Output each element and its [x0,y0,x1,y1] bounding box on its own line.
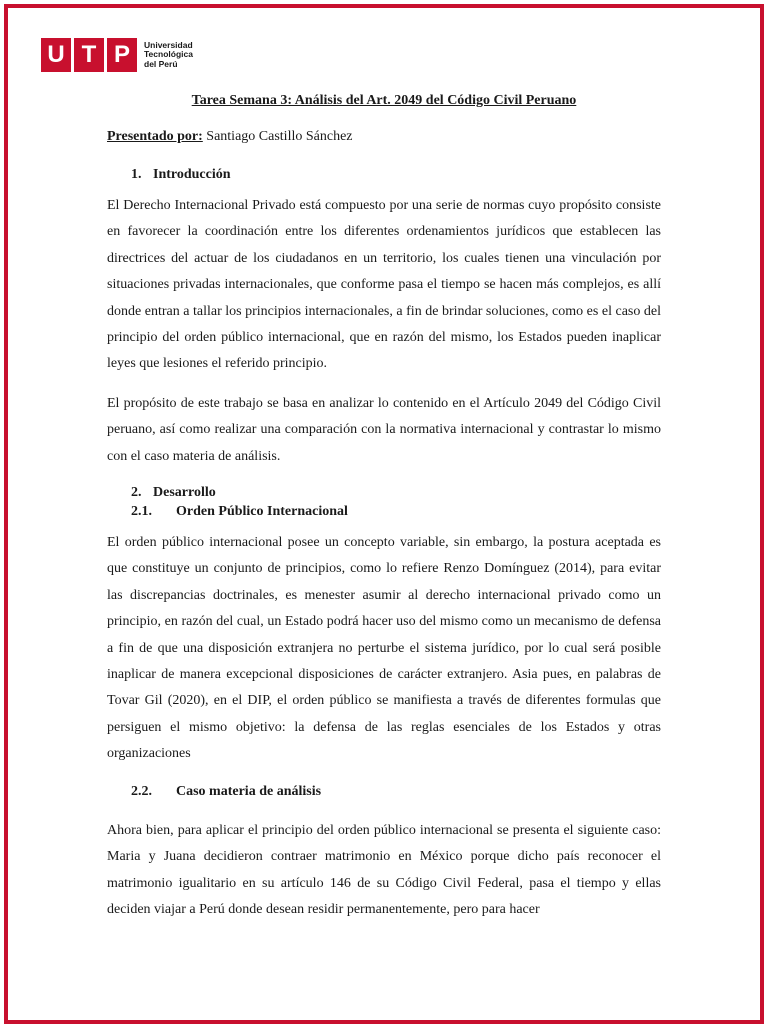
logo-letter-p: P [107,38,137,72]
paragraph-intro-2: El propósito de este trabajo se basa en analizar lo contenido en el Artículo 2049 del Código Civil peruano, así como realizar una comparación con la normativa internacional y contrastar lo mismo con el caso materia de análisis. [107,396,661,464]
paragraph-caso: Ahora bien, para aplicar el principio del orden público internacional se presenta el siguiente caso: Maria y Juana decidieron contraer matrimonio en México porque dicho país reconocer el matrimonio igualitario en su artículo 146 de su Código Civil Federal, pasa el tiempo y ellas deciden viajar a Perú donde desean residir permanentemente, pero para hacer [107,823,661,918]
paragraph-orden-publico: El orden público internacional posee un concepto variable, sin embargo, la postura aceptada es que constituye un conjunto de principios, como lo refiere Renzo Domínguez (2014), para evitar las discrepancias doctrinales, es menester asumir al derecho internacional privado como un principio, en razón del cual, un Estado podrá hacer uso del mismo como un mecanismo de defensa a fin de que una disposición extranjera no perturbe el sistema jurídico, por lo cual será posible inaplicar de manera excepcional disposiciones de carácter extranjero. Asia pues, en palabras de Tovar Gil (2020), en el DIP, el orden público se manifiesta a través de diferentes formulas que persiguen el mismo objetivo: la defensa de las reglas esenciales de los Estados y otras organizaciones [107,535,661,762]
heading-introduccion [131,167,231,183]
utp-logo [41,38,193,72]
heading-title: Desarrollo [153,485,216,500]
logo-letter-t: T [74,38,104,72]
heading-number: 1. [131,167,142,182]
heading-desarrollo [131,485,216,501]
paragraph-intro-1: El Derecho Internacional Privado está compuesto por una serie de normas cuyo propósito consiste en favorecer la coordinación entre los diferentes ordenamientos jurídicos que establecen las directrices del actuar de los ciudadanos en un territorio, los cuales tienen una vinculación por situaciones privadas internacionales, que conforme pasa el tiempo se hacen más complejos, es allí donde entran a tallar los principios internacionales, a fin de brindar soluciones, como es el caso del principio del orden público internacional, que en razón del mismo, los Estados pueden inaplicar leyes que lesiones el referido principio. [107,198,661,372]
presented-by [107,129,353,145]
document-title: Tarea Semana 3: Análisis del Art. 2049 del Código Civil Peruano [191,93,577,108]
logo-university-name [144,41,193,70]
author-name: Santiago Castillo Sánchez [202,129,353,144]
logo-line-3: del Perú [144,58,178,69]
heading-title: Caso materia de análisis [176,784,322,799]
logo-line-1: Universidad [144,39,193,50]
heading-orden-publico [131,504,348,520]
presented-by-label: Presentado por: [107,129,203,144]
heading-title: Orden Público Internacional [176,504,348,519]
heading-caso-materia [131,784,321,800]
heading-number: 2.1. [131,504,152,519]
heading-number: 2.2. [131,784,152,799]
logo-letter-u: U [41,38,71,72]
heading-number: 2. [131,485,142,500]
heading-title: Introducción [153,167,231,182]
logo-line-2: Tecnológica [144,49,193,60]
